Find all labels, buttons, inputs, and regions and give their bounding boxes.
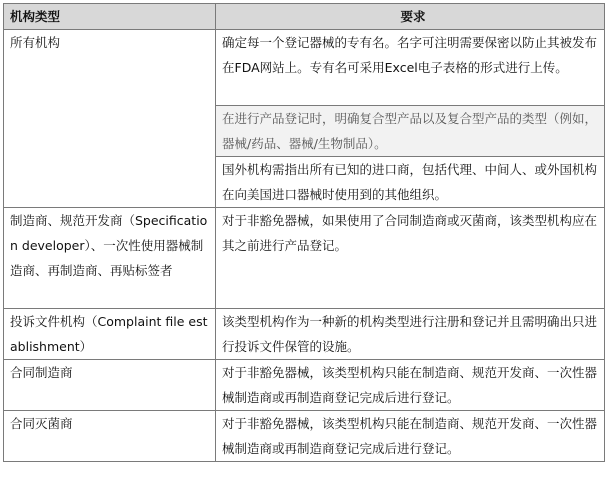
table-row: [4, 411, 605, 462]
table-row: [4, 208, 605, 309]
org-type-cell: 合同灭菌商: [4, 411, 216, 462]
org-type-cell: 合同制造商: [4, 360, 216, 411]
requirement-cell: 对于非豁免器械，该类型机构只能在制造商、规范开发商、一次性器械制造商或再制造商登记完成后进行登记。: [216, 411, 605, 462]
requirements-table: [3, 3, 605, 462]
table-row: [4, 309, 605, 360]
requirement-cell: 该类型机构作为一种新的机构类型进行注册和登记并且需明确出只进行投诉文件保管的设施。: [216, 309, 605, 360]
header-row: [4, 4, 605, 30]
table-row: [4, 30, 605, 106]
requirement-cell: 国外机构需指出所有已知的进口商，包括代理、中间人、或外国机构在向美国进口器械时使用到的其他组织。: [216, 157, 605, 208]
header-org-type: 机构类型: [4, 4, 216, 30]
org-type-cell: 制造商、规范开发商（Specification developer）、一次性使用器械制造商、再制造商、再贴标签者: [4, 208, 216, 309]
requirement-cell: 对于非豁免器械，如果使用了合同制造商或灭菌商，该类型机构应在其之前进行产品登记。: [216, 208, 605, 309]
table-row: [4, 360, 605, 411]
requirement-cell: 确定每一个登记器械的专有名。名字可注明需要保密以防止其被发布在FDA网站上。专有名可采用Excel电子表格的形式进行上传。: [216, 30, 605, 106]
header-requirement: 要求: [216, 4, 605, 30]
requirement-cell: 在进行产品登记时，明确复合型产品以及复合型产品的类型（例如，器械/药品、器械/生物制品）。: [216, 106, 605, 157]
requirement-cell: 对于非豁免器械，该类型机构只能在制造商、规范开发商、一次性器械制造商或再制造商登记完成后进行登记。: [216, 360, 605, 411]
org-type-cell: 投诉文件机构（Complaint file establishment）: [4, 309, 216, 360]
org-type-cell: 所有机构: [4, 30, 216, 208]
